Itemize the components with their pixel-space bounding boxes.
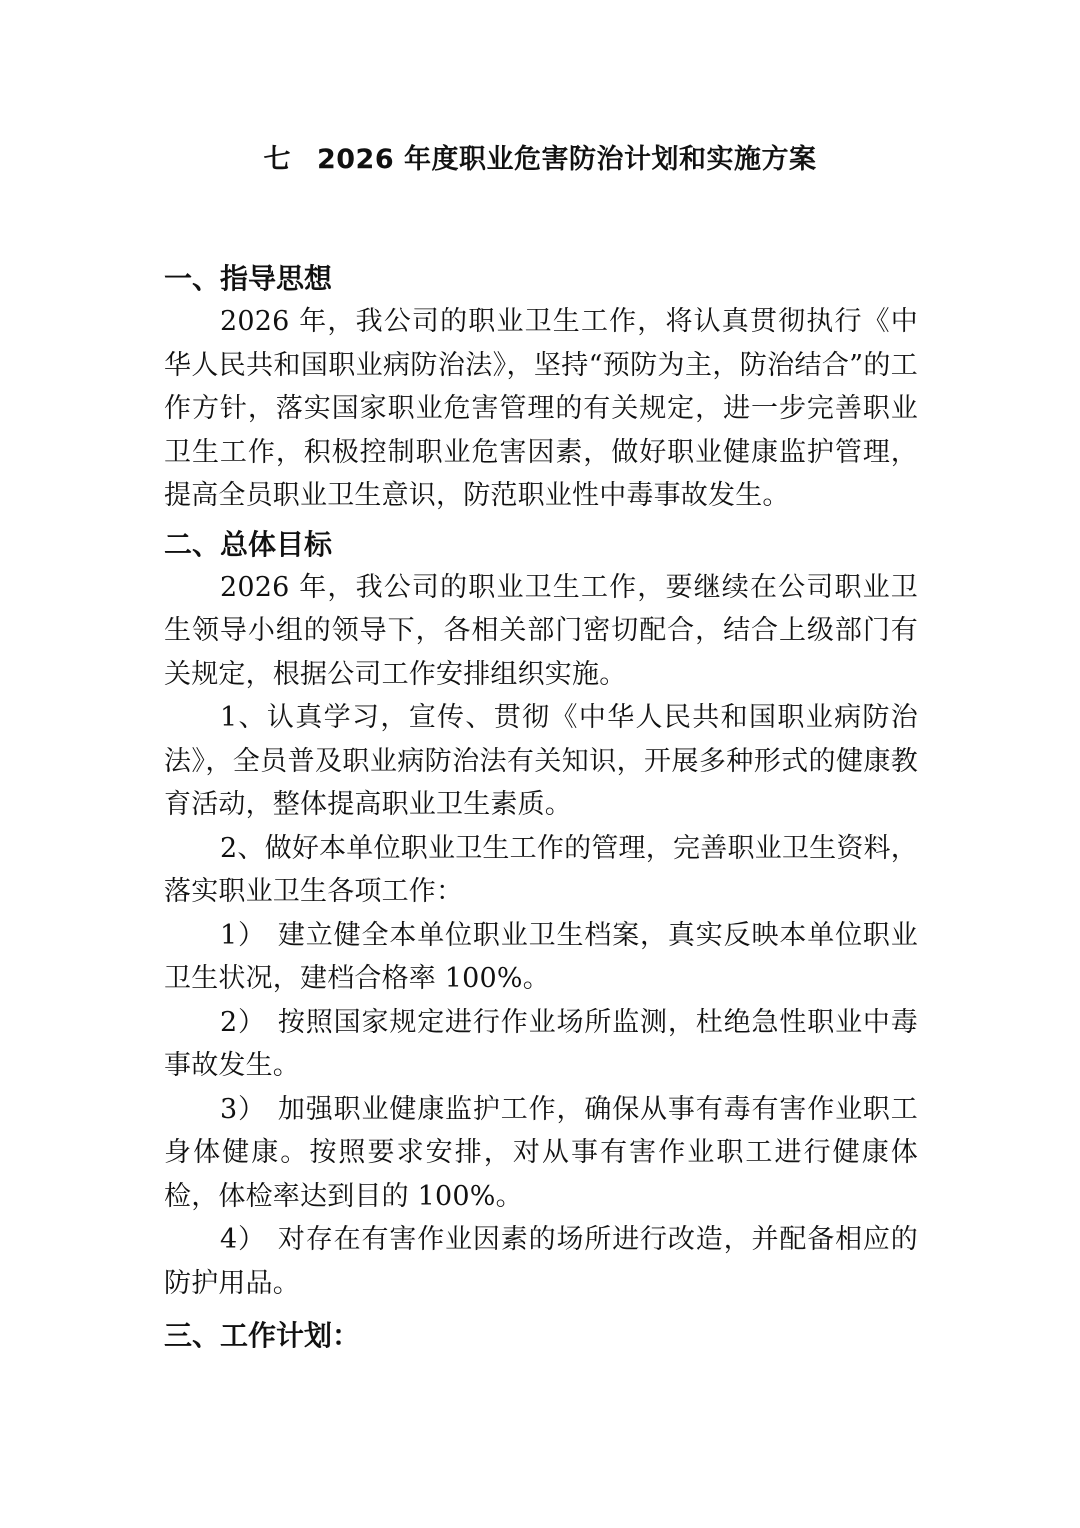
document-title xyxy=(0,140,1080,180)
list-item-text: 对存在有害作业因素的场所进行改造，并配备相应的防护用品。 xyxy=(164,1224,918,1299)
list-item-text: 加强职业健康监护工作，确保从事有毒有害作业职工身体健康。按照要求安排，对从事有害作业职工进行健康体检，体检率达到目的 100%。 xyxy=(164,1093,918,1212)
section-paragraph: 2026 年，我公司的职业卫生工作，将认真贯彻执行《中华人民共和国职业病防治法》，坚持“预防为主，防治结合”的工作方针，落实国家职业危害管理的有关规定，进一步完善职业卫生工作，积极控制职业危害因素，做好职业健康监护管理，提高全员职业卫生意识，防范职业性中毒事故发生。 xyxy=(164,306,918,511)
list-item-text: 建立健全本单位职业卫生档案，真实反映本单位职业卫生状况，建档合格率 100%。 xyxy=(164,919,918,994)
section-paragraph: 2026 年，我公司的职业卫生工作，要继续在公司职业卫生领导小组的领导下，各相关部门密切配合，结合上级部门有关规定，根据公司工作安排组织实施。 xyxy=(164,571,918,690)
list-item xyxy=(164,1218,918,1305)
document-body xyxy=(164,258,918,1357)
title-text: 2026 年度职业危害防治计划和实施方案 xyxy=(316,144,817,175)
list-item xyxy=(164,1088,918,1219)
list-item-label: 2） xyxy=(220,1006,266,1038)
title-prefix: 七 xyxy=(263,144,291,175)
section-paragraph: 1、认真学习，宣传、贯彻《中华人民共和国职业病防治法》，全员普及职业病防治法有关知识，开展多种形式的健康教育活动，整体提高职业卫生素质。 xyxy=(164,702,918,820)
section-paragraph: 2、做好本单位职业卫生工作的管理，完善职业卫生资料，落实职业卫生各项工作： xyxy=(164,832,918,907)
list-item-label: 1） xyxy=(220,919,266,951)
list-item-label: 4） xyxy=(220,1224,266,1255)
list-item-text: 按照国家规定进行作业场所监测，杜绝急性职业中毒事故发生。 xyxy=(164,1006,918,1081)
list-item-label: 3） xyxy=(220,1093,266,1125)
section-heading-work-plan: 三、工作计划： xyxy=(164,1319,361,1352)
list-item xyxy=(164,914,918,1001)
list-item xyxy=(164,1001,918,1088)
section-heading-overall-goal: 二、总体目标 xyxy=(164,527,333,561)
section-heading-guiding-ideology: 一、指导思想 xyxy=(164,262,333,295)
